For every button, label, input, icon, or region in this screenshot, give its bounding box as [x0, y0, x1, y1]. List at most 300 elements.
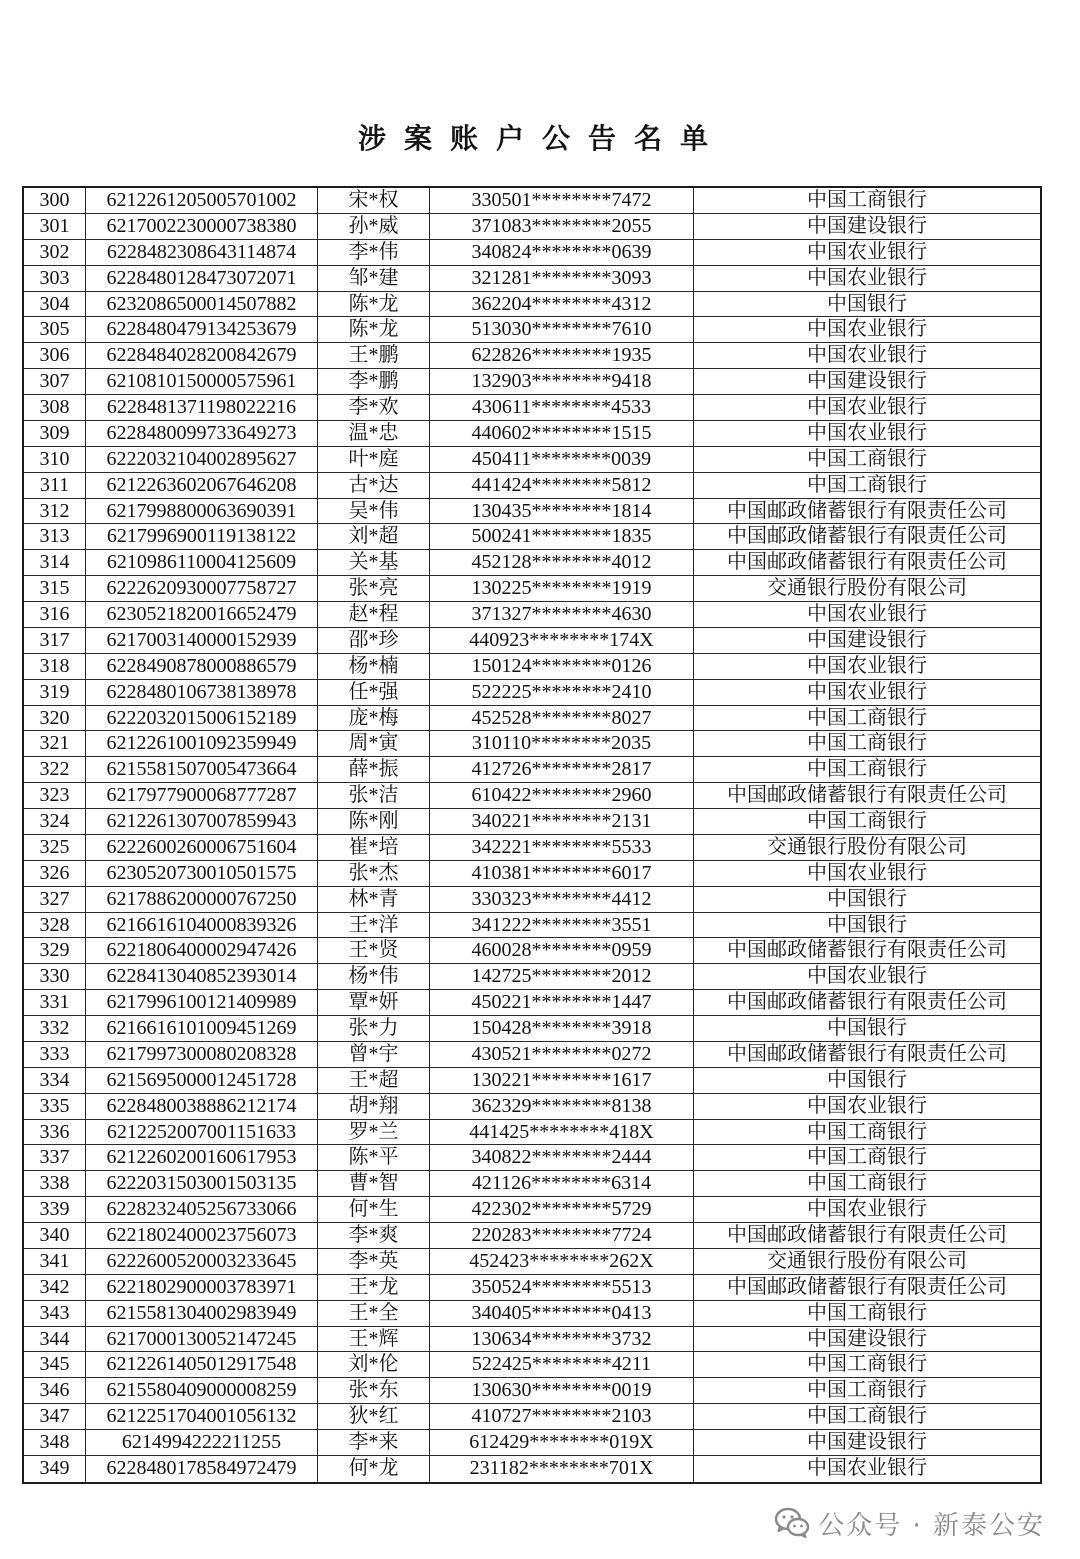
id-number-cell: 130435********1814 — [430, 499, 694, 524]
bank-name-cell: 中国邮政储蓄银行有限责任公司 — [727, 499, 1007, 522]
table-row — [24, 783, 1040, 809]
table-row — [24, 731, 1040, 757]
account-holder-cell: 李*英 — [318, 1249, 430, 1274]
account-number-cell: 6217998800063690391 — [86, 499, 318, 524]
account-holder-cell: 王*超 — [318, 1068, 430, 1093]
id-number-cell: 130630********0019 — [430, 1378, 694, 1403]
id-number-cell: 341222********3551 — [430, 913, 694, 938]
table-row — [24, 369, 1040, 395]
bank-name-cell: 中国工商银行 — [807, 1353, 927, 1376]
account-holder-cell: 陈*龙 — [318, 292, 430, 317]
account-number-cell: 6212251704001056132 — [86, 1404, 318, 1429]
table-row — [24, 835, 1040, 861]
bank-name-cell: 中国工商银行 — [807, 758, 927, 781]
id-number-cell: 452423********262X — [430, 1249, 694, 1274]
bank-name-cell: 中国农业银行 — [807, 266, 927, 289]
row-number-cell: 338 — [24, 1171, 86, 1196]
id-number-cell: 231182********701X — [430, 1456, 694, 1482]
row-number-cell: 328 — [24, 913, 86, 938]
account-number-cell: 6222600520003233645 — [86, 1249, 318, 1274]
bank-name-cell: 中国农业银行 — [807, 654, 927, 677]
id-number-cell: 371083********2055 — [430, 214, 694, 239]
wechat-watermark — [774, 1505, 1045, 1541]
bank-name-cell: 中国邮政储蓄银行有限责任公司 — [727, 551, 1007, 574]
table-row — [24, 938, 1040, 964]
id-number-cell: 441424********5812 — [430, 473, 694, 498]
account-holder-cell: 曹*智 — [318, 1171, 430, 1196]
table-row — [24, 757, 1040, 783]
id-number-cell: 610422********2960 — [430, 783, 694, 808]
id-number-cell: 522225********2410 — [430, 680, 694, 705]
account-holder-cell: 王*全 — [318, 1301, 430, 1326]
table-row — [24, 1327, 1040, 1353]
account-holder-cell: 何*龙 — [318, 1456, 430, 1482]
account-holder-cell: 任*强 — [318, 680, 430, 705]
id-number-cell: 622826********1935 — [430, 343, 694, 368]
row-number-cell: 305 — [24, 317, 86, 342]
account-holder-cell: 孙*威 — [318, 214, 430, 239]
id-number-cell: 362329********8138 — [430, 1094, 694, 1119]
id-number-cell: 130225********1919 — [430, 576, 694, 601]
id-number-cell: 371327********4630 — [430, 602, 694, 627]
row-number-cell: 333 — [24, 1042, 86, 1067]
account-number-cell: 6232086500014507882 — [86, 292, 318, 317]
id-number-cell: 321281********3093 — [430, 266, 694, 291]
account-number-cell: 6217003140000152939 — [86, 628, 318, 653]
bank-name-cell: 交通银行股份有限公司 — [767, 577, 967, 600]
account-number-cell: 6228413040852393014 — [86, 964, 318, 989]
row-number-cell: 337 — [24, 1145, 86, 1170]
row-number-cell: 342 — [24, 1275, 86, 1300]
account-number-cell: 6228232405256733066 — [86, 1197, 318, 1222]
id-number-cell: 220283********7724 — [430, 1223, 694, 1248]
table-row — [24, 680, 1040, 706]
account-holder-cell: 张*洁 — [318, 783, 430, 808]
bank-name-cell: 交通银行股份有限公司 — [767, 1249, 967, 1272]
account-number-cell: 6222031503001503135 — [86, 1171, 318, 1196]
row-number-cell: 310 — [24, 447, 86, 472]
row-number-cell: 346 — [24, 1378, 86, 1403]
account-holder-cell: 杨*伟 — [318, 964, 430, 989]
id-number-cell: 441425********418X — [430, 1120, 694, 1145]
bank-name-cell: 中国农业银行 — [807, 344, 927, 367]
account-number-cell: 6217002230000738380 — [86, 214, 318, 239]
row-number-cell: 307 — [24, 369, 86, 394]
id-number-cell: 350524********5513 — [430, 1275, 694, 1300]
account-number-cell: 6228480128473072071 — [86, 266, 318, 291]
account-holder-cell: 王*贤 — [318, 938, 430, 963]
row-number-cell: 324 — [24, 809, 86, 834]
table-row — [24, 706, 1040, 732]
table-row — [24, 421, 1040, 447]
id-number-cell: 410381********6017 — [430, 861, 694, 886]
account-number-cell: 6222032104002895627 — [86, 447, 318, 472]
bank-name-cell: 中国工商银行 — [807, 810, 927, 832]
account-holder-cell: 杨*楠 — [318, 654, 430, 679]
account-holder-cell: 王*鹏 — [318, 343, 430, 368]
id-number-cell: 340221********2131 — [430, 809, 694, 834]
account-holder-cell: 张*东 — [318, 1378, 430, 1403]
bank-name-cell: 中国银行 — [827, 1068, 907, 1091]
account-number-cell: 6228481371198022216 — [86, 395, 318, 420]
bank-name-cell: 中国工商银行 — [807, 1301, 927, 1324]
id-number-cell: 522425********4211 — [430, 1352, 694, 1377]
table-row — [24, 292, 1040, 318]
id-number-cell: 513030********7610 — [430, 317, 694, 342]
bank-name-cell: 中国建设银行 — [807, 628, 927, 651]
bank-name-cell: 中国农业银行 — [807, 318, 927, 341]
account-number-cell: 6212261307007859943 — [86, 809, 318, 834]
account-number-cell: 6217996100121409989 — [86, 990, 318, 1015]
id-number-cell: 430611********4533 — [430, 395, 694, 420]
id-number-cell: 310110********2035 — [430, 731, 694, 756]
account-holder-cell: 罗*兰 — [318, 1120, 430, 1145]
row-number-cell: 309 — [24, 421, 86, 446]
row-number-cell: 321 — [24, 731, 86, 756]
account-number-cell: 6210986110004125609 — [86, 550, 318, 575]
row-number-cell: 330 — [24, 964, 86, 989]
row-number-cell: 344 — [24, 1327, 86, 1352]
bank-name-cell: 中国农业银行 — [807, 680, 927, 703]
id-number-cell: 410727********2103 — [430, 1404, 694, 1429]
row-number-cell: 335 — [24, 1094, 86, 1119]
bank-name-cell: 中国农业银行 — [807, 1198, 927, 1221]
bank-name-cell: 中国农业银行 — [807, 965, 927, 988]
row-number-cell: 325 — [24, 835, 86, 860]
table-row — [24, 1120, 1040, 1146]
row-number-cell: 320 — [24, 706, 86, 731]
bank-name-cell: 中国工商银行 — [807, 1120, 927, 1143]
table-row — [24, 1068, 1040, 1094]
bank-name-cell: 中国工商银行 — [807, 1146, 927, 1169]
account-holder-cell: 吴*伟 — [318, 499, 430, 524]
bank-name-cell: 中国邮政储蓄银行有限责任公司 — [727, 991, 1007, 1014]
account-number-cell: 6222620930007758727 — [86, 576, 318, 601]
row-number-cell: 314 — [24, 550, 86, 575]
id-number-cell: 342221********5533 — [430, 835, 694, 860]
row-number-cell: 326 — [24, 861, 86, 886]
account-holder-cell: 李*欢 — [318, 395, 430, 420]
row-number-cell: 348 — [24, 1430, 86, 1455]
bank-name-cell: 中国农业银行 — [807, 1094, 927, 1117]
account-holder-cell: 张*力 — [318, 1016, 430, 1041]
table-row — [24, 654, 1040, 680]
table-row — [24, 964, 1040, 990]
account-holder-cell: 曾*宇 — [318, 1042, 430, 1067]
watermark-text: 公众号 · 新泰公安 — [818, 1510, 1045, 1541]
row-number-cell: 303 — [24, 266, 86, 291]
bank-name-cell: 中国邮政储蓄银行有限责任公司 — [727, 939, 1007, 962]
account-holder-cell: 宋*权 — [318, 188, 430, 213]
id-number-cell: 452528********8027 — [430, 706, 694, 731]
account-holder-cell: 张*杰 — [318, 861, 430, 886]
bank-name-cell: 中国建设银行 — [807, 1431, 927, 1453]
account-number-cell: 6212263602067646208 — [86, 473, 318, 498]
account-number-cell: 6228480479134253679 — [86, 317, 318, 342]
account-holder-cell: 陈*平 — [318, 1145, 430, 1170]
account-holder-cell: 崔*培 — [318, 835, 430, 860]
row-number-cell: 301 — [24, 214, 86, 239]
bank-name-cell: 中国农业银行 — [807, 396, 927, 418]
account-holder-cell: 赵*程 — [318, 602, 430, 627]
table-row — [24, 628, 1040, 654]
table-row — [24, 1352, 1040, 1378]
id-number-cell: 450411********0039 — [430, 447, 694, 472]
account-number-cell: 6222600260006751604 — [86, 835, 318, 860]
table-row — [24, 266, 1040, 292]
bank-name-cell: 中国银行 — [827, 1017, 907, 1039]
id-number-cell: 450221********1447 — [430, 990, 694, 1015]
row-number-cell: 304 — [24, 292, 86, 317]
bank-name-cell: 中国农业银行 — [807, 603, 927, 625]
row-number-cell: 327 — [24, 887, 86, 912]
table-row — [24, 1249, 1040, 1275]
table-row — [24, 240, 1040, 266]
bank-name-cell: 中国银行 — [827, 292, 907, 315]
id-number-cell: 452128********4012 — [430, 550, 694, 575]
table-row — [24, 602, 1040, 628]
table-row — [24, 1171, 1040, 1197]
bank-name-cell: 中国邮政储蓄银行有限责任公司 — [727, 1042, 1007, 1065]
table-row — [24, 990, 1040, 1016]
table-row — [24, 447, 1040, 473]
row-number-cell: 312 — [24, 499, 86, 524]
account-holder-cell: 刘*超 — [318, 524, 430, 549]
id-number-cell: 422302********5729 — [430, 1197, 694, 1222]
table-row — [24, 1430, 1040, 1456]
account-number-cell: 6228480099733649273 — [86, 421, 318, 446]
account-holder-cell: 古*达 — [318, 473, 430, 498]
account-number-cell: 6221802400023756073 — [86, 1223, 318, 1248]
row-number-cell: 306 — [24, 343, 86, 368]
table-row — [24, 809, 1040, 835]
account-holder-cell: 何*生 — [318, 1197, 430, 1222]
table-row — [24, 1275, 1040, 1301]
account-holder-cell: 关*基 — [318, 550, 430, 575]
account-holder-cell: 林*青 — [318, 887, 430, 912]
account-number-cell: 6228480038886212174 — [86, 1094, 318, 1119]
account-number-cell: 6230520730010501575 — [86, 861, 318, 886]
account-holder-cell: 张*亮 — [318, 576, 430, 601]
bank-name-cell: 中国邮政储蓄银行有限责任公司 — [727, 525, 1007, 548]
id-number-cell: 430521********0272 — [430, 1042, 694, 1067]
row-number-cell: 331 — [24, 990, 86, 1015]
account-holder-cell: 李*来 — [318, 1430, 430, 1455]
account-holder-cell: 庞*梅 — [318, 706, 430, 731]
table-row — [24, 1042, 1040, 1068]
table-row — [24, 188, 1040, 214]
table-row — [24, 1223, 1040, 1249]
account-holder-cell: 李*鹏 — [318, 369, 430, 394]
bank-name-cell: 中国农业银行 — [807, 421, 927, 444]
row-number-cell: 300 — [24, 188, 86, 213]
account-number-cell: 6221806400002947426 — [86, 938, 318, 963]
account-number-cell: 6228490878000886579 — [86, 654, 318, 679]
account-holder-cell: 李*爽 — [318, 1223, 430, 1248]
row-number-cell: 343 — [24, 1301, 86, 1326]
id-number-cell: 612429********019X — [430, 1430, 694, 1455]
table-row — [24, 1301, 1040, 1327]
account-number-cell: 6216616101009451269 — [86, 1016, 318, 1041]
bank-name-cell: 中国邮政储蓄银行有限责任公司 — [727, 1275, 1007, 1298]
account-holder-cell: 李*伟 — [318, 240, 430, 265]
bank-name-cell: 中国工商银行 — [807, 1405, 927, 1428]
account-holder-cell: 叶*庭 — [318, 447, 430, 472]
account-holder-cell: 邵*珍 — [318, 628, 430, 653]
account-number-cell: 6212252007001151633 — [86, 1120, 318, 1145]
account-holder-cell: 邹*建 — [318, 266, 430, 291]
id-number-cell: 440923********174X — [430, 628, 694, 653]
id-number-cell: 130634********3732 — [430, 1327, 694, 1352]
id-number-cell: 440602********1515 — [430, 421, 694, 446]
table-row — [24, 395, 1040, 421]
row-number-cell: 323 — [24, 783, 86, 808]
account-number-cell: 6212261205005701002 — [86, 188, 318, 213]
table-row — [24, 550, 1040, 576]
account-holder-cell: 胡*翔 — [318, 1094, 430, 1119]
account-number-cell: 6222032015006152189 — [86, 706, 318, 731]
id-number-cell: 142725********2012 — [430, 964, 694, 989]
row-number-cell: 322 — [24, 757, 86, 782]
row-number-cell: 332 — [24, 1016, 86, 1041]
account-number-cell: 6228482308643114874 — [86, 240, 318, 265]
account-number-cell: 6212261001092359949 — [86, 731, 318, 756]
bank-name-cell: 中国工商银行 — [807, 189, 927, 211]
account-number-cell: 6217997300080208328 — [86, 1042, 318, 1067]
id-number-cell: 330501********7472 — [430, 188, 694, 213]
account-number-cell: 6217977900068777287 — [86, 783, 318, 808]
row-number-cell: 339 — [24, 1197, 86, 1222]
id-number-cell: 130221********1617 — [430, 1068, 694, 1093]
row-number-cell: 302 — [24, 240, 86, 265]
wechat-icon — [774, 1507, 810, 1539]
id-number-cell: 340405********0413 — [430, 1301, 694, 1326]
bank-name-cell: 中国工商银行 — [807, 1379, 927, 1402]
table-row — [24, 524, 1040, 550]
id-number-cell: 340822********2444 — [430, 1145, 694, 1170]
bank-name-cell: 中国银行 — [827, 887, 907, 910]
account-holder-cell: 陈*刚 — [318, 809, 430, 834]
table-row — [24, 861, 1040, 887]
row-number-cell: 349 — [24, 1456, 86, 1482]
row-number-cell: 313 — [24, 524, 86, 549]
account-number-cell: 6217000130052147245 — [86, 1327, 318, 1352]
account-number-cell: 6215580409000008259 — [86, 1378, 318, 1403]
table-row — [24, 1016, 1040, 1042]
row-number-cell: 317 — [24, 628, 86, 653]
bank-name-cell: 中国建设银行 — [807, 1327, 927, 1350]
account-holder-cell: 王*龙 — [318, 1275, 430, 1300]
bank-name-cell: 交通银行股份有限公司 — [767, 835, 967, 858]
page-title: 涉案账户公告名单 — [357, 124, 726, 155]
bank-name-cell: 中国农业银行 — [807, 240, 927, 263]
bank-name-cell: 中国农业银行 — [807, 861, 927, 884]
row-number-cell: 347 — [24, 1404, 86, 1429]
account-number-cell: 6215581507005473664 — [86, 757, 318, 782]
account-list-table — [22, 186, 1042, 1484]
account-number-cell: 6228480178584972479 — [86, 1456, 318, 1482]
row-number-cell: 334 — [24, 1068, 86, 1093]
row-number-cell: 340 — [24, 1223, 86, 1248]
account-holder-cell: 温*忠 — [318, 421, 430, 446]
bank-name-cell: 中国建设银行 — [807, 370, 927, 393]
table-row — [24, 317, 1040, 343]
account-number-cell: 6210810150000575961 — [86, 369, 318, 394]
id-number-cell: 362204********4312 — [430, 292, 694, 317]
account-holder-cell: 刘*伦 — [318, 1352, 430, 1377]
bank-name-cell: 中国农业银行 — [807, 1456, 927, 1479]
id-number-cell: 330323********4412 — [430, 887, 694, 912]
account-number-cell: 6217996900119138122 — [86, 524, 318, 549]
bank-name-cell: 中国银行 — [827, 913, 907, 936]
bank-name-cell: 中国工商银行 — [807, 706, 927, 729]
bank-name-cell: 中国工商银行 — [807, 447, 927, 470]
id-number-cell: 421126********6314 — [430, 1171, 694, 1196]
bank-name-cell: 中国工商银行 — [807, 473, 927, 496]
table-row — [24, 1378, 1040, 1404]
account-holder-cell: 王*洋 — [318, 913, 430, 938]
account-holder-cell: 陈*龙 — [318, 317, 430, 342]
table-row — [24, 473, 1040, 499]
id-number-cell: 150124********0126 — [430, 654, 694, 679]
account-number-cell: 6230521820016652479 — [86, 602, 318, 627]
table-row — [24, 576, 1040, 602]
account-number-cell: 6228480106738138978 — [86, 680, 318, 705]
account-holder-cell: 王*辉 — [318, 1327, 430, 1352]
id-number-cell: 460028********0959 — [430, 938, 694, 963]
table-row — [24, 214, 1040, 240]
row-number-cell: 341 — [24, 1249, 86, 1274]
row-number-cell: 308 — [24, 395, 86, 420]
row-number-cell: 316 — [24, 602, 86, 627]
account-holder-cell: 狄*红 — [318, 1404, 430, 1429]
id-number-cell: 340824********0639 — [430, 240, 694, 265]
table-row — [24, 343, 1040, 369]
account-holder-cell: 周*寅 — [318, 731, 430, 756]
bank-name-cell: 中国建设银行 — [807, 214, 927, 237]
id-number-cell: 132903********9418 — [430, 369, 694, 394]
row-number-cell: 311 — [24, 473, 86, 498]
account-number-cell: 6217886200000767250 — [86, 887, 318, 912]
table-row — [24, 499, 1040, 525]
account-number-cell: 6215581304002983949 — [86, 1301, 318, 1326]
account-number-cell: 6215695000012451728 — [86, 1068, 318, 1093]
id-number-cell: 500241********1835 — [430, 524, 694, 549]
row-number-cell: 329 — [24, 938, 86, 963]
account-holder-cell: 薛*振 — [318, 757, 430, 782]
table-row — [24, 1145, 1040, 1171]
bank-name-cell: 中国工商银行 — [807, 732, 927, 755]
table-row — [24, 913, 1040, 939]
row-number-cell: 315 — [24, 576, 86, 601]
id-number-cell: 412726********2817 — [430, 757, 694, 782]
row-number-cell: 345 — [24, 1352, 86, 1377]
row-number-cell: 319 — [24, 680, 86, 705]
account-number-cell: 6221802900003783971 — [86, 1275, 318, 1300]
row-number-cell: 336 — [24, 1120, 86, 1145]
table-row — [24, 1094, 1040, 1120]
account-number-cell: 6216616104000839326 — [86, 913, 318, 938]
table-row — [24, 1197, 1040, 1223]
table-row — [24, 1456, 1040, 1482]
account-number-cell: 6212261405012917548 — [86, 1352, 318, 1377]
table-row — [24, 887, 1040, 913]
bank-name-cell: 中国工商银行 — [807, 1172, 927, 1195]
account-holder-cell: 覃*妍 — [318, 990, 430, 1015]
id-number-cell: 150428********3918 — [430, 1016, 694, 1041]
account-number-cell: 6212260200160617953 — [86, 1145, 318, 1170]
account-number-cell: 6228484028200842679 — [86, 343, 318, 368]
